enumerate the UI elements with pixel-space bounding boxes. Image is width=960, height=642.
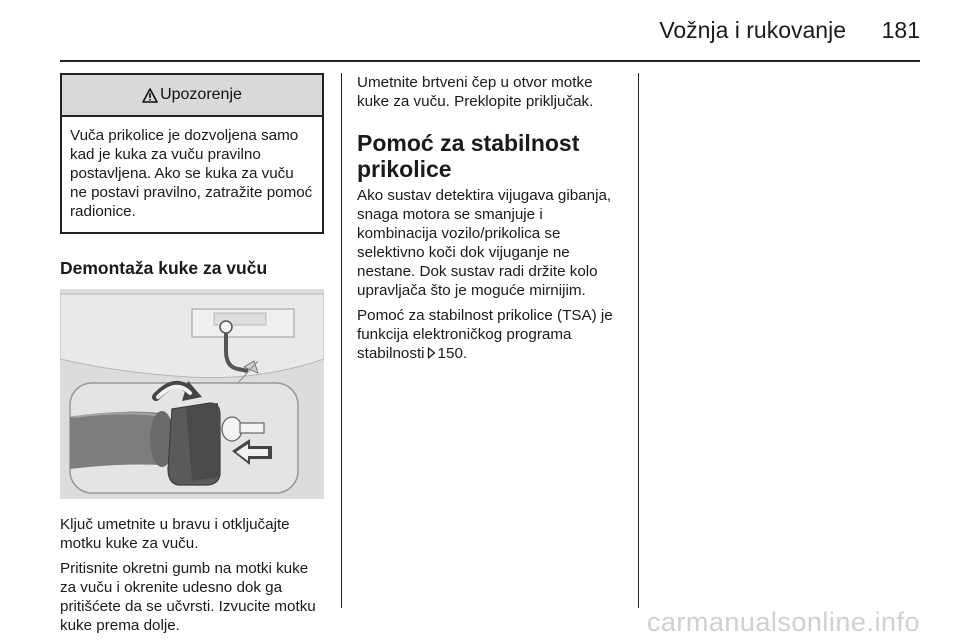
- warning-triangle-icon: [142, 88, 158, 103]
- cross-reference-arrow-icon: [427, 347, 436, 359]
- header-divider: [60, 60, 920, 62]
- right-paragraph-2: [357, 306, 621, 363]
- watermark: carmanualsonline.info: [646, 607, 920, 637]
- warning-header: [62, 75, 322, 117]
- section-heading-trailer-stability: [357, 130, 621, 182]
- right-paragraph-1: Ako sustav detektira vijugava gibanja, snaga motora se smanjuje i kombinacija vozilo/prikolica se selektivno koči dok vijuganje ne nestane. Dok sustav radi držite kolo upravljača što je moguće mirnijim.: [357, 187, 612, 299]
- column-divider-right: [638, 73, 639, 608]
- right-column: [357, 73, 621, 369]
- tow-hook-lock-drawing: [60, 289, 324, 499]
- section-heading-line-1: Pomoć za stabilnost: [357, 130, 580, 156]
- right-paragraph-2-text: Pomoć za stabilnost prikolice (TSA) je funkcija elektroničkog programa stabilnosti: [357, 307, 613, 362]
- left-paragraph-1: Ključ umetnite u bravu i otključajte motku kuke za vuču.: [60, 516, 290, 552]
- page-number: 181: [881, 17, 920, 43]
- warning-label: Upozorenje: [160, 86, 242, 103]
- cross-reference-page[interactable]: 150.: [437, 345, 468, 362]
- tow-hook-lock-illustration: [60, 289, 324, 499]
- left-column: [60, 73, 324, 641]
- column-divider-left: [341, 73, 342, 608]
- left-paragraph-2: Pritisnite okretni gumb na motki kuke za vuču i okrenite udesno dok ga pritišćete da se učvrsti. Izvucite motku kuke prema dolje.: [60, 560, 316, 634]
- warning-box: [60, 73, 324, 234]
- warning-text: Vuča prikolice je dozvoljena samo kad je kuka za vuču pravilno postavljena. Ako se kuka za vuču ne postavi pravilno, zatražite pomoć radionice.: [70, 127, 313, 220]
- running-header-title: Vožnja i rukovanje: [659, 17, 846, 43]
- subheading-towbar-removal: Demontaža kuke za vuču: [60, 258, 268, 278]
- section-heading-line-2: prikolice: [357, 156, 452, 182]
- right-intro-paragraph: Umetnite brtveni čep u otvor motke kuke za vuču. Preklopite priključak.: [357, 74, 594, 110]
